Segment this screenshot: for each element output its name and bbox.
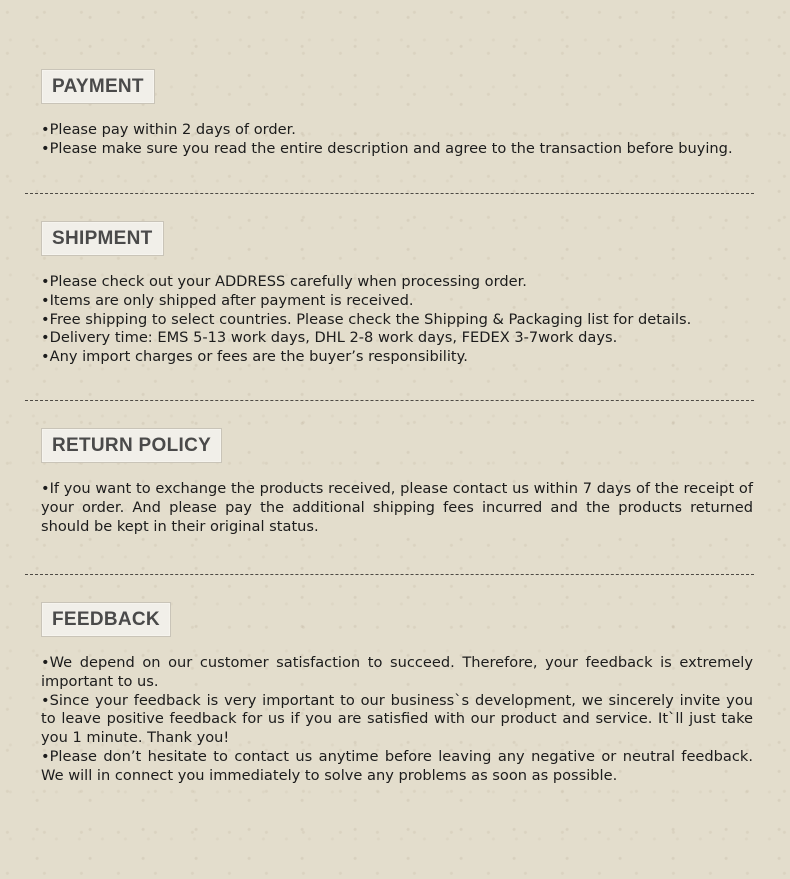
return-policy-heading: RETURN POLICY xyxy=(41,428,222,463)
shipment-line: •Delivery time: EMS 5-13 work days, DHL 2-8 work days, FEDEX 3-7work days. xyxy=(41,329,618,347)
return-policy-text xyxy=(41,480,753,536)
shipment-line: •Any import charges or fees are the buyer’s responsibility. xyxy=(41,348,468,366)
shipment-text xyxy=(41,273,753,367)
payment-line: •Please pay within 2 days of order. xyxy=(41,121,296,138)
section-divider xyxy=(25,574,754,575)
section-divider xyxy=(25,193,754,194)
return-policy-line: •If you want to exchange the products received, please contact us within 7 days of the receipt of your order. And please pay the additional shipping fees incurred and the products returned should be kept in their original status. xyxy=(41,480,753,535)
payment-heading: PAYMENT xyxy=(41,69,155,104)
section-divider xyxy=(25,400,754,401)
payment-line: •Please make sure you read the entire description and agree to the transaction before buying. xyxy=(41,139,733,157)
feedback-text xyxy=(41,654,753,786)
payment-section xyxy=(41,69,753,159)
feedback-heading: FEEDBACK xyxy=(41,602,171,637)
shipment-section xyxy=(41,221,753,367)
shipment-heading: SHIPMENT xyxy=(41,221,164,256)
shipment-line: •Please check out your ADDRESS carefully when processing order. xyxy=(41,273,527,290)
payment-text xyxy=(41,121,753,159)
feedback-line: •Please don’t hesitate to contact us anytime before leaving any negative or neutral feedback. We will in connect you immediately to solve any problems as soon as possible. xyxy=(41,747,753,784)
shipment-line: •Items are only shipped after payment is received. xyxy=(41,291,414,309)
shipment-line: •Free shipping to select countries. Please check the Shipping & Packaging list for details. xyxy=(41,310,692,328)
feedback-line: •Since your feedback is very important to our business`s development, we sincerely invite you to leave positive feedback for us if you are satisfied with our product and service. It`ll just take you 1 minute. Thank you! xyxy=(41,691,753,747)
feedback-line: •We depend on our customer satisfaction to succeed. Therefore, your feedback is extremely important to us. xyxy=(41,654,753,690)
feedback-section xyxy=(41,602,753,786)
return-policy-section xyxy=(41,428,753,536)
